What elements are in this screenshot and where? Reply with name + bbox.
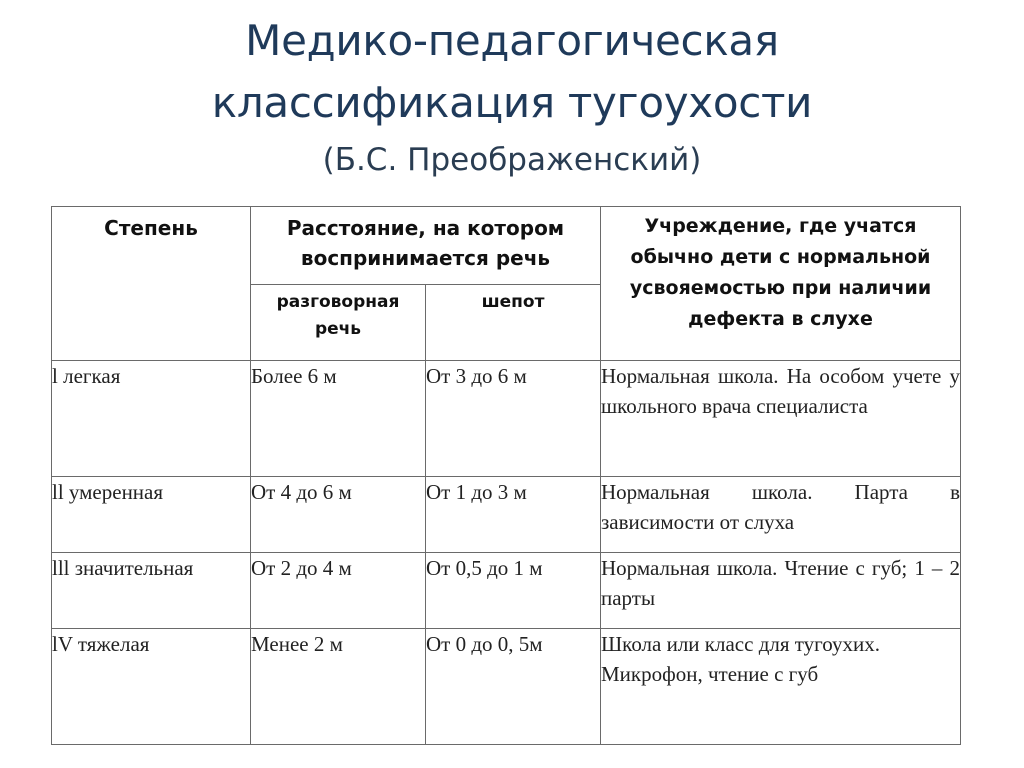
header-distance: Расстояние, на котором воспринимается речь: [251, 207, 601, 285]
cell-institution: Нормальная школа. Чтение с губ; 1 – 2 парты: [601, 553, 961, 629]
header-institution: Учреждение, где учатся обычно дети с нормальной усвояемостью при наличии дефекта в слухе: [601, 207, 961, 361]
table-row: [52, 361, 961, 477]
cell-institution: Нормальная школа. Парта в зависимости от слуха: [601, 477, 961, 553]
header-degree: Степень: [52, 207, 251, 361]
table-row: [52, 553, 961, 629]
classification-table: [51, 206, 961, 745]
cell-institution: Школа или класс для тугоухих. Микрофон, чтение с губ: [601, 629, 961, 745]
cell-whisper: От 1 до 3 м: [426, 477, 601, 553]
title-author: (Б.С. Преображенский): [322, 142, 702, 178]
cell-speech: От 2 до 4 м: [251, 553, 426, 629]
table-row: [52, 477, 961, 553]
header-speech: разговорная речь: [251, 285, 426, 361]
cell-institution: Нормальная школа. На особом учете у школьного врача специалиста: [601, 361, 961, 477]
table-row: [52, 629, 961, 745]
slide-title: [0, 10, 1024, 186]
cell-whisper: От 3 до 6 м: [426, 361, 601, 477]
cell-speech: Менее 2 м: [251, 629, 426, 745]
cell-degree: ll умеренная: [52, 477, 251, 553]
cell-speech: Более 6 м: [251, 361, 426, 477]
title-line-1: Медико-педагогическая: [245, 16, 779, 65]
cell-degree: l легкая: [52, 361, 251, 477]
cell-whisper: От 0 до 0, 5м: [426, 629, 601, 745]
cell-whisper: От 0,5 до 1 м: [426, 553, 601, 629]
title-line-2: классификация тугоухости: [211, 78, 813, 127]
header-whisper: шепот: [426, 285, 601, 361]
cell-degree: lV тяжелая: [52, 629, 251, 745]
cell-speech: От 4 до 6 м: [251, 477, 426, 553]
cell-degree: lll значительная: [52, 553, 251, 629]
